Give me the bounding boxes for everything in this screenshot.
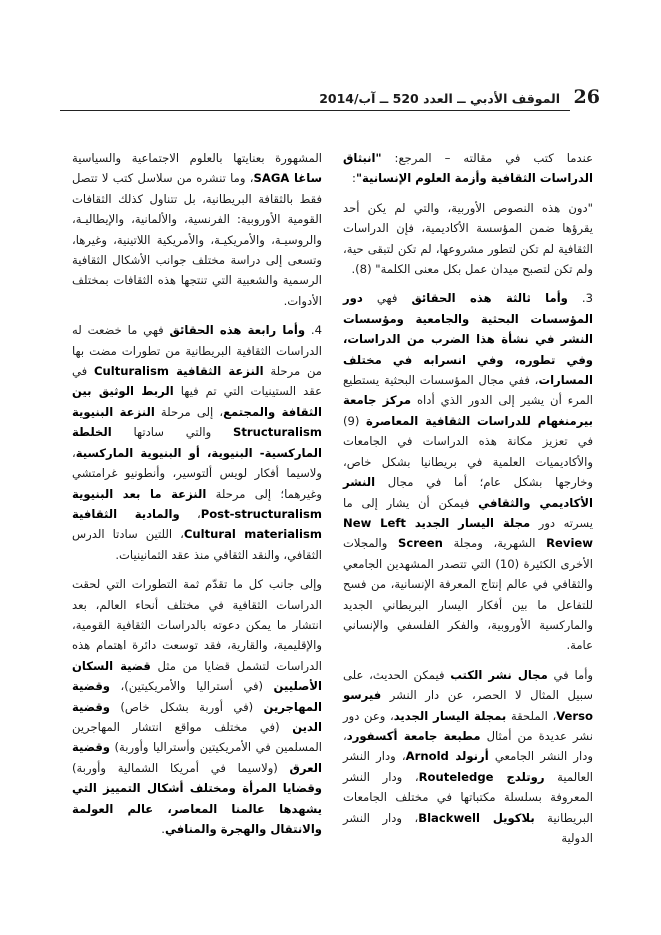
text-run: 4. xyxy=(305,323,323,338)
bold-phrase: وقضية العرق xyxy=(72,740,322,775)
left-column xyxy=(72,148,322,848)
text-run: ، ففي مجال المؤسسات البحثية يستطيع المرء أن يشير إلى الدور الذي أداه xyxy=(343,373,593,408)
bold-phrase: Screen xyxy=(397,536,443,551)
text-run: فهي ما خضعت له الدراسات الثقافية البريطانية من تطورات مضت بها من مرحلة xyxy=(72,323,322,379)
running-title: الموقف الأدبي ــ العدد 520 ــ آب/2014 xyxy=(319,91,560,106)
bold-phrase: النشر الأكاديمي والثقافي xyxy=(343,475,593,510)
text-run: ، وعن دور نشر عديدة من أمثال xyxy=(343,708,593,743)
bold-phrase: الربط الوثيق بين الثقافة والمجتمع xyxy=(72,384,322,419)
bold-phrase: النزعة ما بعد البنيوية Post-structuralism xyxy=(72,486,322,521)
bold-phrase: قضية السكان الأصليين xyxy=(72,658,322,694)
text-run: ، ولاسيما أفكار لويس ألتوسير، وأنطونيو غرامتشي وغيرهما؛ إلى مرحلة xyxy=(72,445,322,501)
text-run: فيمكن أن يشار إلى ما يسرته دور xyxy=(343,495,593,530)
bold-phrase: وقضية المهاجرين xyxy=(72,679,322,714)
text-run: الشهرية، ومجلة xyxy=(442,536,547,551)
text-run: ، ودار النشر الجامعي xyxy=(343,728,593,764)
text-run: فهي xyxy=(362,291,412,306)
text-run: (في أستراليا والأمريكيتين)، xyxy=(110,679,274,694)
bold-phrase: مجلة اليسار الجديد New Left Review xyxy=(343,515,593,551)
text-run: (في مختلف مواقع انتشار المهاجرين المسلمين في الأمريكيتين وأستراليا وأوربة) xyxy=(72,719,322,755)
paragraph xyxy=(343,665,593,849)
paragraph xyxy=(72,148,322,311)
header-rule xyxy=(60,110,570,111)
text-run: والتي سادتها xyxy=(111,425,233,440)
bold-phrase: النزعة البنيوية Structuralism xyxy=(72,404,322,440)
bold-phrase: النزعة الثقافية Culturalism xyxy=(93,364,264,379)
text-run: "دون هذه النصوص الأوربية، والتي لم يكن أحد يقرؤها ضمن المؤسسة الأكاديمية، فإن الدراسات الثقافية لم تكن لتطور مشروعها، لم تكن لتبقى حية، ولم تكن لتصبح ميدان عمل بكل معنى الكلمة" (8). xyxy=(343,200,593,277)
bold-phrase: بمجلة اليسار الجديد xyxy=(393,708,507,723)
text-run: ، وما تنشره من سلاسل كتب لا تتصل فقط بالثقافة البريطانية، بل تتناول كذلك الثقافات القومية الأوروبية: الفرنسية، والألمانية، والإيطاليـة، والروسيـة، والأمريكيـة، والأمريكية اللاتينية، وغيرها، وتسعى إلى دراسة مختلف جوانب الأشكال الثقافية الرسمية والشعبية التي تنتجها هذه الثقافات بمختلف الأدوات. xyxy=(72,171,322,308)
text-run: وإلى جانب كل ما تقدّم ثمة التطورات التي لحقت الدراسات الثقافية في مختلف أنحاء العالم، بعد انتشار ما يمكن دعوته بالدراسات الثقافية القومية، والإقليمية، والقارية، فقد توسعت دائرة اهتمام هذه الدراسات لتشمل قضايا من مثل xyxy=(72,577,322,673)
page-header xyxy=(60,88,600,114)
bold-phrase: مطبعة جامعة أكسفورد xyxy=(346,728,481,743)
text-run: . xyxy=(161,822,165,836)
paragraph xyxy=(343,148,593,189)
bold-phrase: بلاكويل Blackwell xyxy=(418,810,535,825)
text-run: ، ودار النشر العالمية xyxy=(343,749,593,784)
text-run: (في أوربة بشكل خاص) xyxy=(110,699,264,714)
text-run: ، ودار النشر الدولية xyxy=(343,810,593,845)
right-column xyxy=(343,148,593,857)
text-run: ، ودار النشر المعروفة بسلسلة مكتباتها في مختلف الجامعات البريطانية xyxy=(343,769,594,825)
bold-phrase: وأما رابعة هذه الحقائق xyxy=(169,323,306,338)
bold-phrase: وأما ثالثة هذه الحقائق xyxy=(411,291,568,306)
text-run: والمجلات الأخرى الكثيرة (10) التي تتصدر المشهدين الجامعي والثقافي في عالم إنتاج المعرفة الإنسانية، من فسح للتفاعل ما بين أفكار اليسار البريطاني الجديد والماركسية الأوروبية، والفكر الفلسفي والإنساني عامة. xyxy=(343,536,593,653)
paragraph xyxy=(343,288,593,655)
text-run: ، xyxy=(179,506,201,521)
bold-phrase: والمادية الثقافية Cultural materialism xyxy=(72,506,322,542)
bold-phrase: فيرسو Verso xyxy=(343,688,593,723)
bold-phrase: أرنولد Arnold xyxy=(405,749,489,764)
text-run: في عقد الستينيات التي تم فيها xyxy=(72,364,322,399)
paragraph xyxy=(72,320,322,565)
text-run: 3. xyxy=(567,291,593,306)
paragraph xyxy=(343,198,593,280)
text-run: ، اللتين سادتا الدرس الثقافي، والنقد الثقافي منذ عقد الثمانينيات. xyxy=(72,527,322,562)
bold-phrase: دور المؤسسات البحثية والجامعية ومؤسسات النشر في نشأة هذا الضرب من الدراسات، وفي تطوره، وفي انسرابه في مختلف المسارات xyxy=(343,291,593,388)
text-run: المشهورة بعنايتها بالعلوم الاجتماعية والسياسية xyxy=(72,151,322,165)
text-run: : xyxy=(352,171,356,186)
text-run: ، إلى مرحلة xyxy=(154,404,224,419)
text-run: (9) في تعزيز مكانة هذه الدراسات في الجامعات والأكاديميات العلمية في بريطانيا بشكل خاص، وخارجها بشكل عام؛ أما في مجال xyxy=(343,413,593,490)
bold-phrase: مجال نشر الكتب xyxy=(450,667,548,682)
text-run: (ولاسيما في أمريكا الشمالية وأوربة) xyxy=(72,760,290,775)
paragraph xyxy=(72,574,322,839)
text-run: ، الملحقة xyxy=(506,708,557,723)
text-run: فيمكن الحديث، على سبيل المثال لا الحصر، عن دار النشر xyxy=(343,667,593,703)
bold-phrase: "انبثاق الدراسات الثقافية وأزمة العلوم الإنسانية" xyxy=(343,151,593,186)
bold-phrase: الخلطة الماركسية- البنيوية، أو البنيوية الماركسية xyxy=(72,425,322,460)
bold-phrase: وقضايا المرأة ومختلف أشكال التمييز التي يشهدها عالمنا المعاصر، عالم العولمة والانتقال والهجرة والمنافي xyxy=(72,781,322,836)
bold-phrase: وقضية الدين xyxy=(72,699,322,734)
page-number: 26 xyxy=(573,86,600,108)
text-run: وأما في xyxy=(547,667,594,682)
bold-phrase: مركز جامعة بيرمنغهام للدراسات الثقافية المعاصرة xyxy=(343,393,593,428)
bold-phrase: ساغا SAGA xyxy=(253,171,322,186)
bold-phrase: روتلدج Routeledge xyxy=(418,769,545,784)
text-run: عندما كتب في مقالته – المرجع: xyxy=(381,151,593,165)
